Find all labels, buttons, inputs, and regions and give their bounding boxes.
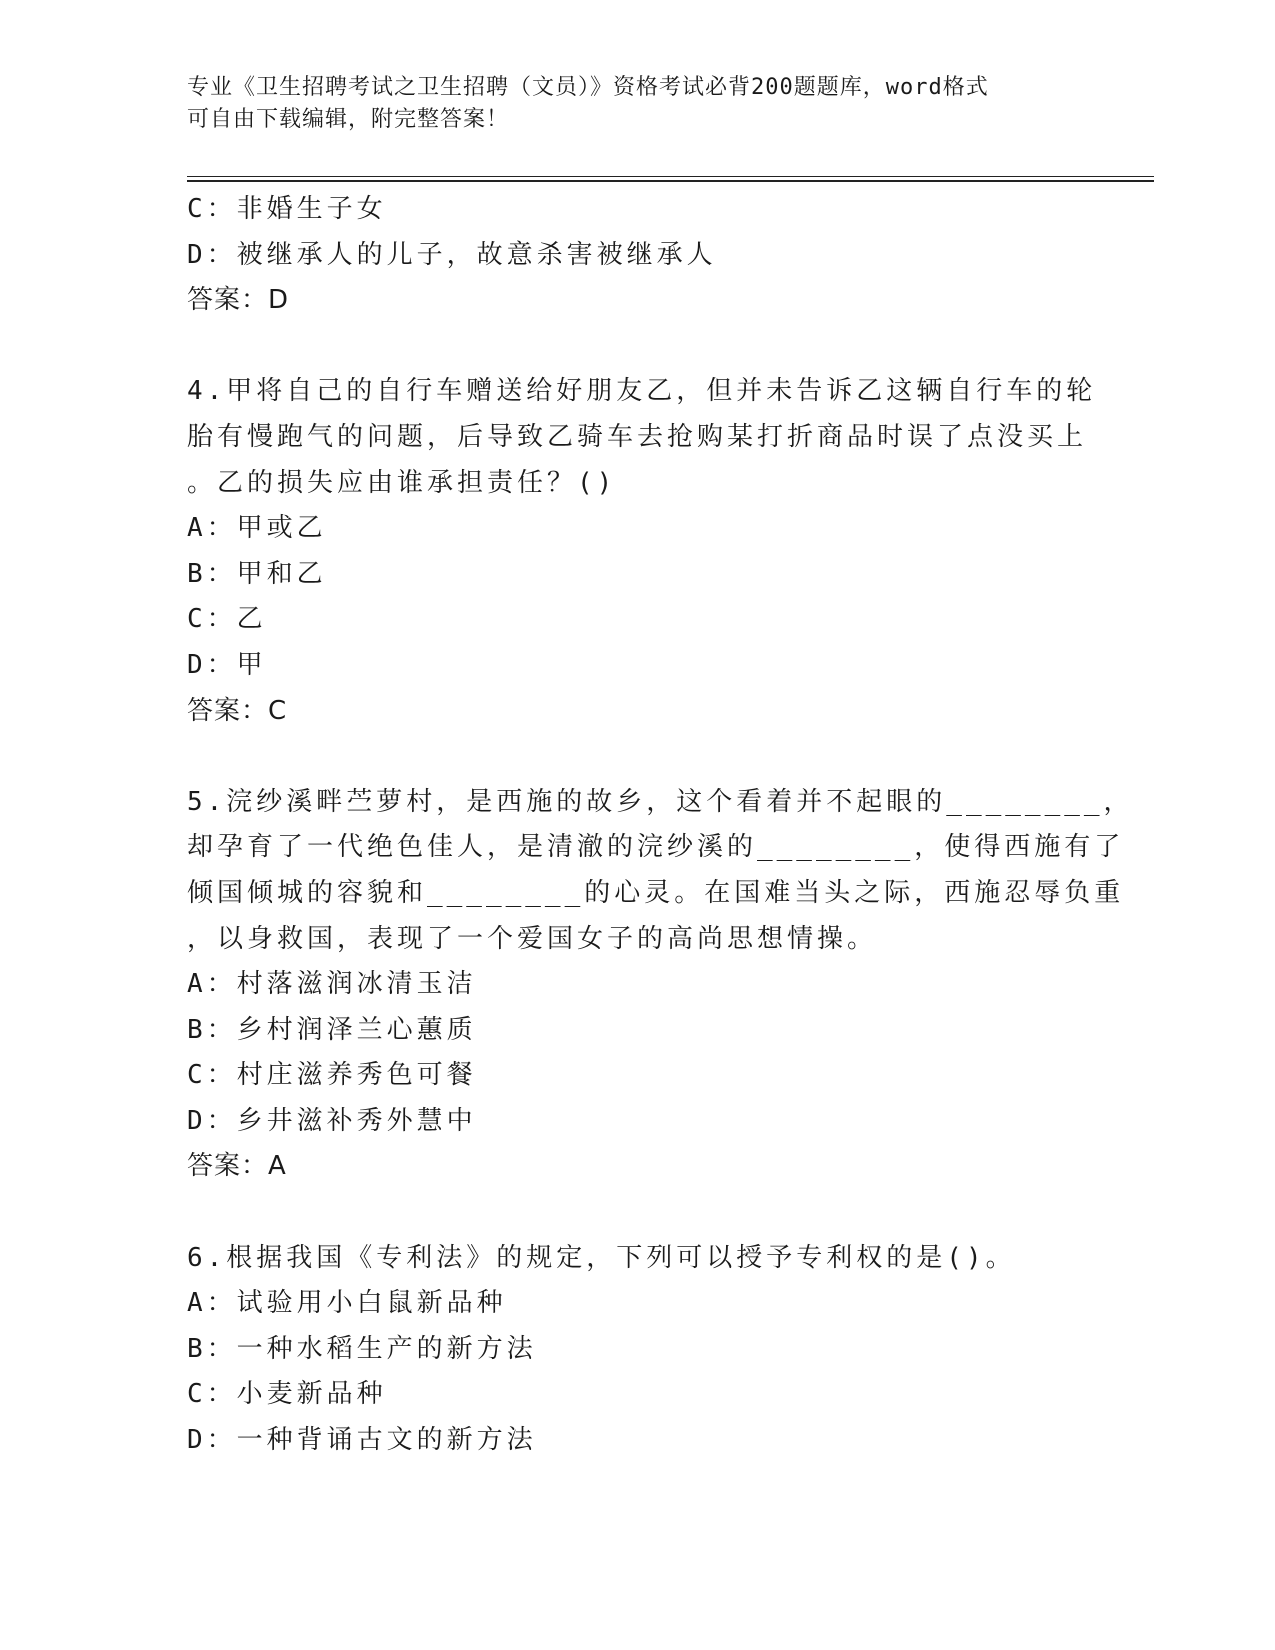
question-3-tail bbox=[187, 187, 1067, 324]
spacer bbox=[187, 324, 1067, 370]
q6-option-b: B：一种水稻生产的新方法 bbox=[187, 1333, 537, 1364]
q6-stem-line-1: 6.根据我国《专利法》的规定，下列可以授予专利权的是()。 bbox=[187, 1242, 1016, 1273]
q5-stem-line-2: 却孕育了一代绝色佳人，是清澈的浣纱溪的________，使得西施有了 bbox=[187, 832, 1125, 863]
header-title-line-2: 可自由下载编辑，附完整答案！ bbox=[187, 107, 510, 132]
q5-stem-line-3: 倾国倾城的容貌和________的心灵。在国难当头之际，西施忍辱负重 bbox=[187, 877, 1125, 908]
q5-stem-line-4: ，以身救国，表现了一个爱国女子的高尚思想情操。 bbox=[187, 923, 878, 954]
q4-option-a: A：甲或乙 bbox=[187, 513, 327, 544]
q4-stem-line-1: 4.甲将自己的自行车赠送给好朋友乙，但并未告诉乙这辆自行车的轮 bbox=[187, 376, 1097, 407]
spacer bbox=[187, 1190, 1067, 1236]
q6-option-a: A：试验用小白鼠新品种 bbox=[187, 1288, 507, 1319]
spacer bbox=[187, 734, 1067, 780]
q5-stem-line-1: 5.浣纱溪畔苎萝村，是西施的故乡，这个看着并不起眼的________， bbox=[187, 786, 1134, 817]
document-header bbox=[187, 72, 1087, 136]
question-5 bbox=[187, 780, 1134, 1190]
q4-answer: 答案：C bbox=[187, 695, 288, 726]
q5-option-c: C：村庄滋养秀色可餐 bbox=[187, 1060, 477, 1091]
q4-stem-line-2: 胎有慢跑气的问题，后导致乙骑车去抢购某打折商品时误了点没买上 bbox=[187, 421, 1088, 452]
question-4 bbox=[187, 369, 1097, 734]
q5-answer: 答案：A bbox=[187, 1151, 287, 1182]
header-divider-thin bbox=[187, 176, 1154, 177]
q6-option-c: C：小麦新品种 bbox=[187, 1379, 387, 1410]
q4-option-d: D：甲 bbox=[187, 649, 267, 680]
q3-answer: 答案：D bbox=[187, 285, 290, 316]
question-body bbox=[187, 187, 1134, 1464]
q5-option-a: A：村落滋润冰清玉洁 bbox=[187, 969, 477, 1000]
q4-option-b: B：甲和乙 bbox=[187, 558, 327, 589]
header-title-line-1: 专业《卫生招聘考试之卫生招聘（文员）》资格考试必背200题题库，word格式 bbox=[187, 75, 989, 100]
header-divider-thick bbox=[187, 180, 1154, 182]
q4-option-c: C：乙 bbox=[187, 604, 267, 635]
q3-option-c: C：非婚生子女 bbox=[187, 194, 387, 224]
q4-stem-line-3: 。乙的损失应由谁承担责任？() bbox=[187, 467, 617, 498]
question-6 bbox=[187, 1236, 1067, 1464]
q5-option-b: B：乡村润泽兰心蕙质 bbox=[187, 1014, 477, 1045]
q3-option-d: D：被继承人的儿子，故意杀害被继承人 bbox=[187, 239, 717, 270]
q5-option-d: D：乡井滋补秀外慧中 bbox=[187, 1105, 477, 1136]
q6-option-d: D：一种背诵古文的新方法 bbox=[187, 1425, 537, 1456]
